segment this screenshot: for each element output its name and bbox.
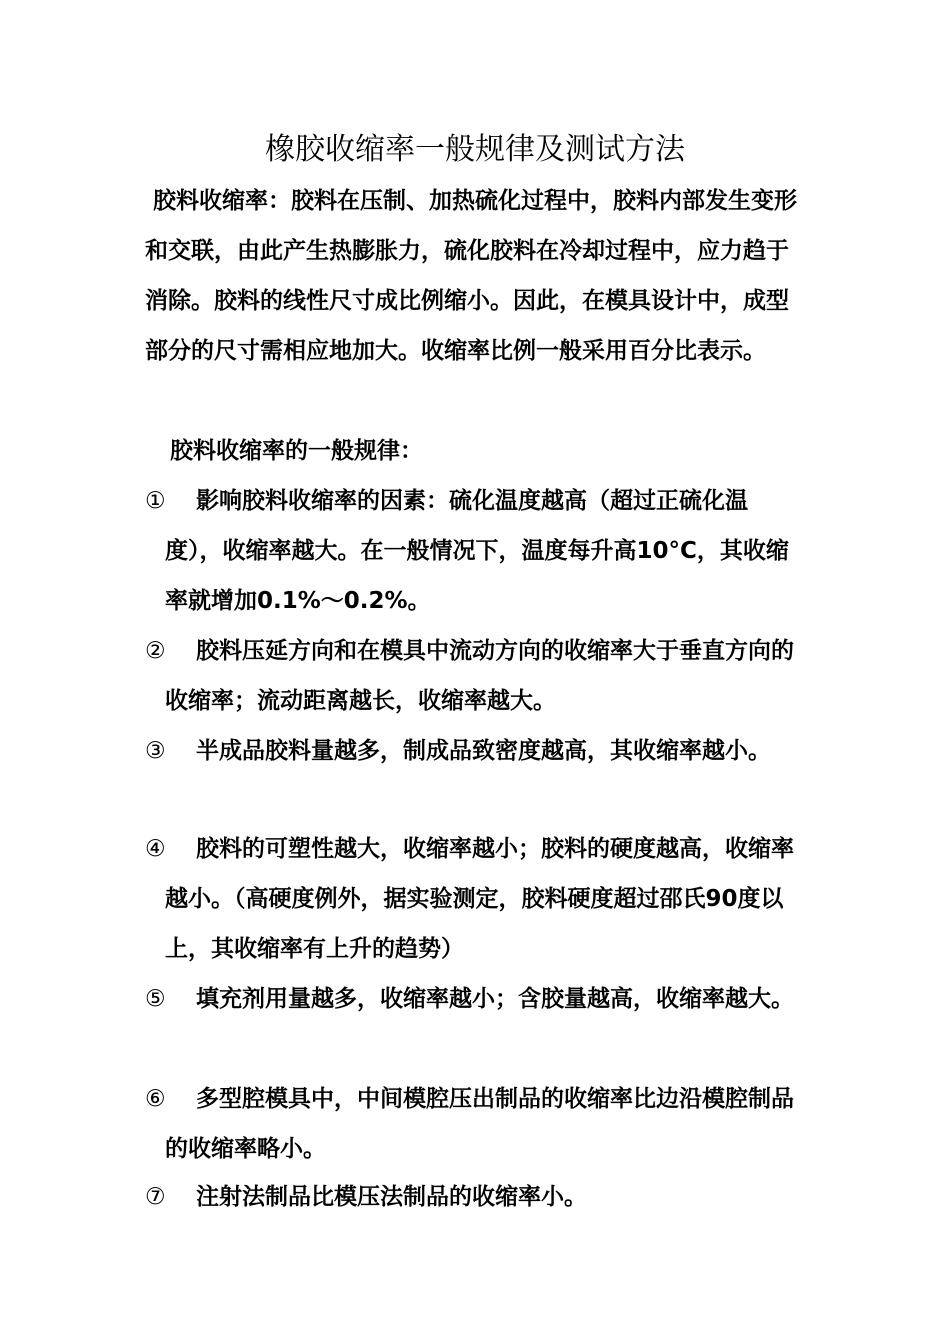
rule-marker-1: ①	[145, 488, 166, 514]
rule-text-5: 填充剂用量越多，收缩率越小；含胶量越高，收缩率越大。	[196, 986, 794, 1012]
rule-text-3: 半成品胶料量越多，制成品致密度越高，其收缩率越小。	[196, 738, 771, 764]
rule-item-6	[145, 1074, 805, 1174]
rule-item-2	[145, 626, 805, 726]
rule-marker-2: ②	[145, 638, 166, 664]
rule-text-6: 多型腔模具中，中间模腔压出制品的收缩率比边沿模腔制品的收缩率略小。	[165, 1086, 794, 1162]
rules-heading: 胶料收缩率的一般规律：	[170, 438, 423, 464]
rule-text-2: 胶料压延方向和在模具中流动方向的收缩率大于垂直方向的收缩率；流动距离越长，收缩率越大。	[165, 638, 794, 714]
rule-item-1	[145, 476, 805, 626]
rule-item-5	[145, 974, 805, 1024]
rule-marker-3: ③	[145, 738, 166, 764]
rule-text-7: 注射法制品比模压法制品的收缩率小。	[196, 1184, 587, 1210]
intro-paragraph: 胶料收缩率：胶料在压制、加热硫化过程中，胶料内部发生变形和交联，由此产生热膨胀力，硫化胶料在冷却过程中，应力趋于消除。胶料的线性尺寸成比例缩小。因此，在模具设计中，成型部分的尺寸需相应地加大。收缩率比例一般采用百分比表示。	[145, 188, 797, 364]
rule-marker-5: ⑤	[145, 986, 166, 1012]
rule-marker-4: ④	[145, 836, 166, 862]
rule-text-1: 影响胶料收缩率的因素：硫化温度越高（超过正硫化温度），收缩率越大。在一般情况下，温度每升高10°C，其收缩率就增加0.1%～0.2%。	[165, 488, 789, 614]
rule-item-7	[145, 1172, 805, 1222]
rule-marker-6: ⑥	[145, 1086, 166, 1112]
rule-text-4: 胶料的可塑性越大，收缩率越小；胶料的硬度越高，收缩率越小。（高硬度例外，据实验测定，胶料硬度超过邵氏90度以上，其收缩率有上升的趋势）	[165, 836, 794, 962]
document-title: 橡胶收缩率一般规律及测试方法	[265, 132, 685, 167]
rule-item-4	[145, 824, 805, 974]
rule-item-3	[145, 726, 805, 776]
rule-marker-7: ⑦	[145, 1184, 166, 1210]
